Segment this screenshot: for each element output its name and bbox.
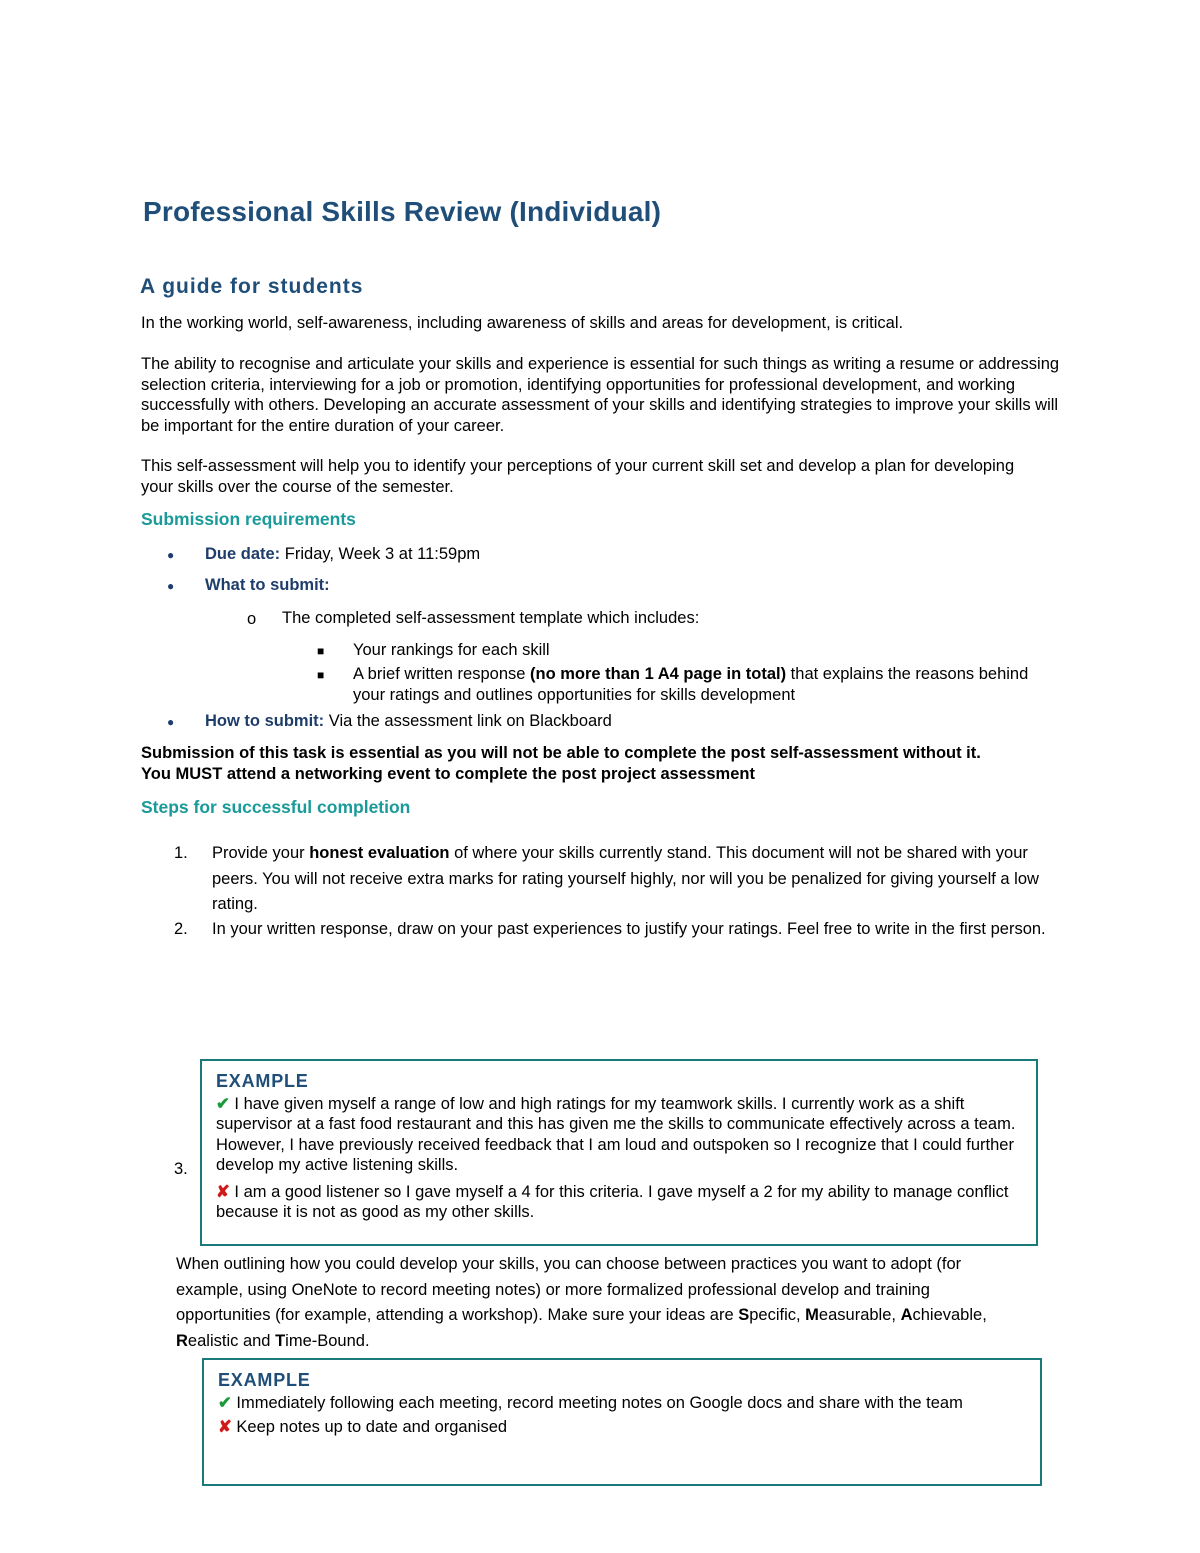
check-icon: ✔ (216, 1094, 230, 1113)
bullet-icon: ● (167, 715, 175, 729)
due-date-value: Friday, Week 3 at 11:59pm (280, 545, 481, 563)
develop-paragraph: When outlining how you could develop your skills, you can choose between practices you want to adopt (for example, using OneNote to record meeting notes) or more formalized professional develop and training opportunities (for example, attending a workshop). Make sure your ideas are Specific, Measurable, Achievable, Realistic and Time-Bound. (176, 1255, 987, 1350)
example-title: EXAMPLE (216, 1071, 309, 1091)
example-box (200, 1059, 1038, 1246)
what-to-submit-label: What to submit: (205, 576, 330, 594)
template-item: The completed self-assessment template which includes: (282, 609, 700, 627)
step-2-text: In your written response, draw on your past experiences to justify your ratings. Feel free to write in the first person. (212, 920, 1046, 938)
page-title: Professional Skills Review (Individual) (143, 196, 662, 227)
step-1-text: Provide your honest evaluation of where your skills currently stand. This document will not be shared with your peers. You will not receive extra marks for rating yourself highly, nor will you be penalized for giving yourself a low rating. (212, 844, 1039, 913)
intro-paragraph-3: This self-assessment will help you to identify your perceptions of your current skill set and develop a plan for developing your skills over the course of the semester. (141, 457, 1015, 496)
how-to-submit-label: How to submit: (205, 712, 325, 730)
step-number: 3. (174, 1160, 188, 1178)
bullet-icon: ● (167, 548, 175, 562)
good-example: ✔ Immediately following each meeting, record meeting notes on Google docs and share with the team (218, 1393, 963, 1412)
written-response-item: A brief written response (no more than 1 A4 page in total) that explains the reasons behind your ratings and outlines opportunities for skills development (353, 665, 1029, 704)
rankings-item: Your rankings for each skill (353, 641, 550, 659)
page-subtitle: A guide for students (140, 275, 364, 298)
steps-heading: Steps for successful completion (141, 797, 411, 817)
example-box (202, 1358, 1042, 1486)
good-example: ✔ I have given myself a range of low and high ratings for my teamwork skills. I currently work as a shift supervisor at a fast food restaurant and this has given me the skills to communicate effectively across a team. However, I have previously received feedback that I am loud and outspoken so I recognize that I could further develop my active listening skills. (216, 1094, 1016, 1174)
example-title: EXAMPLE (218, 1370, 311, 1390)
notice-networking: You MUST attend a networking event to complete the post project assessment (141, 765, 755, 783)
due-date-label: Due date: (205, 545, 281, 563)
step-number: 1. (174, 844, 188, 862)
how-to-submit-value: Via the assessment link on Blackboard (324, 712, 612, 730)
due-date-item (205, 544, 480, 565)
bad-example: ✘ I am a good listener so I gave myself a 4 for this criteria. I gave myself a 2 for my ability to manage conflict because it is not as good as my other skills. (216, 1182, 1009, 1221)
square-bullet-icon: ■ (317, 644, 325, 658)
bullet-icon: ● (167, 579, 175, 593)
circle-bullet-icon: o (247, 610, 257, 628)
check-icon: ✔ (218, 1393, 232, 1412)
cross-icon: ✘ (216, 1182, 230, 1201)
notice-essential: Submission of this task is essential as you will not be able to complete the post self-assessment without it. (141, 744, 981, 762)
how-to-submit-item (205, 711, 612, 732)
bad-example: ✘ Keep notes up to date and organised (218, 1418, 508, 1436)
cross-icon: ✘ (218, 1418, 232, 1436)
intro-paragraph-2: The ability to recognise and articulate your skills and experience is essential for such things as writing a resume or addressing selection criteria, interviewing for a job or promotion, identifying opportunities for professional development, and working successfully with others. Developing an accurate assessment of your skills and identifying strategies to improve your skills will be important for the entire duration of your career. (141, 355, 1060, 435)
step-number: 2. (174, 920, 188, 938)
submission-heading: Submission requirements (141, 509, 356, 529)
intro-paragraph-1: In the working world, self-awareness, including awareness of skills and areas for development, is critical. (141, 314, 904, 332)
square-bullet-icon: ■ (317, 668, 325, 682)
